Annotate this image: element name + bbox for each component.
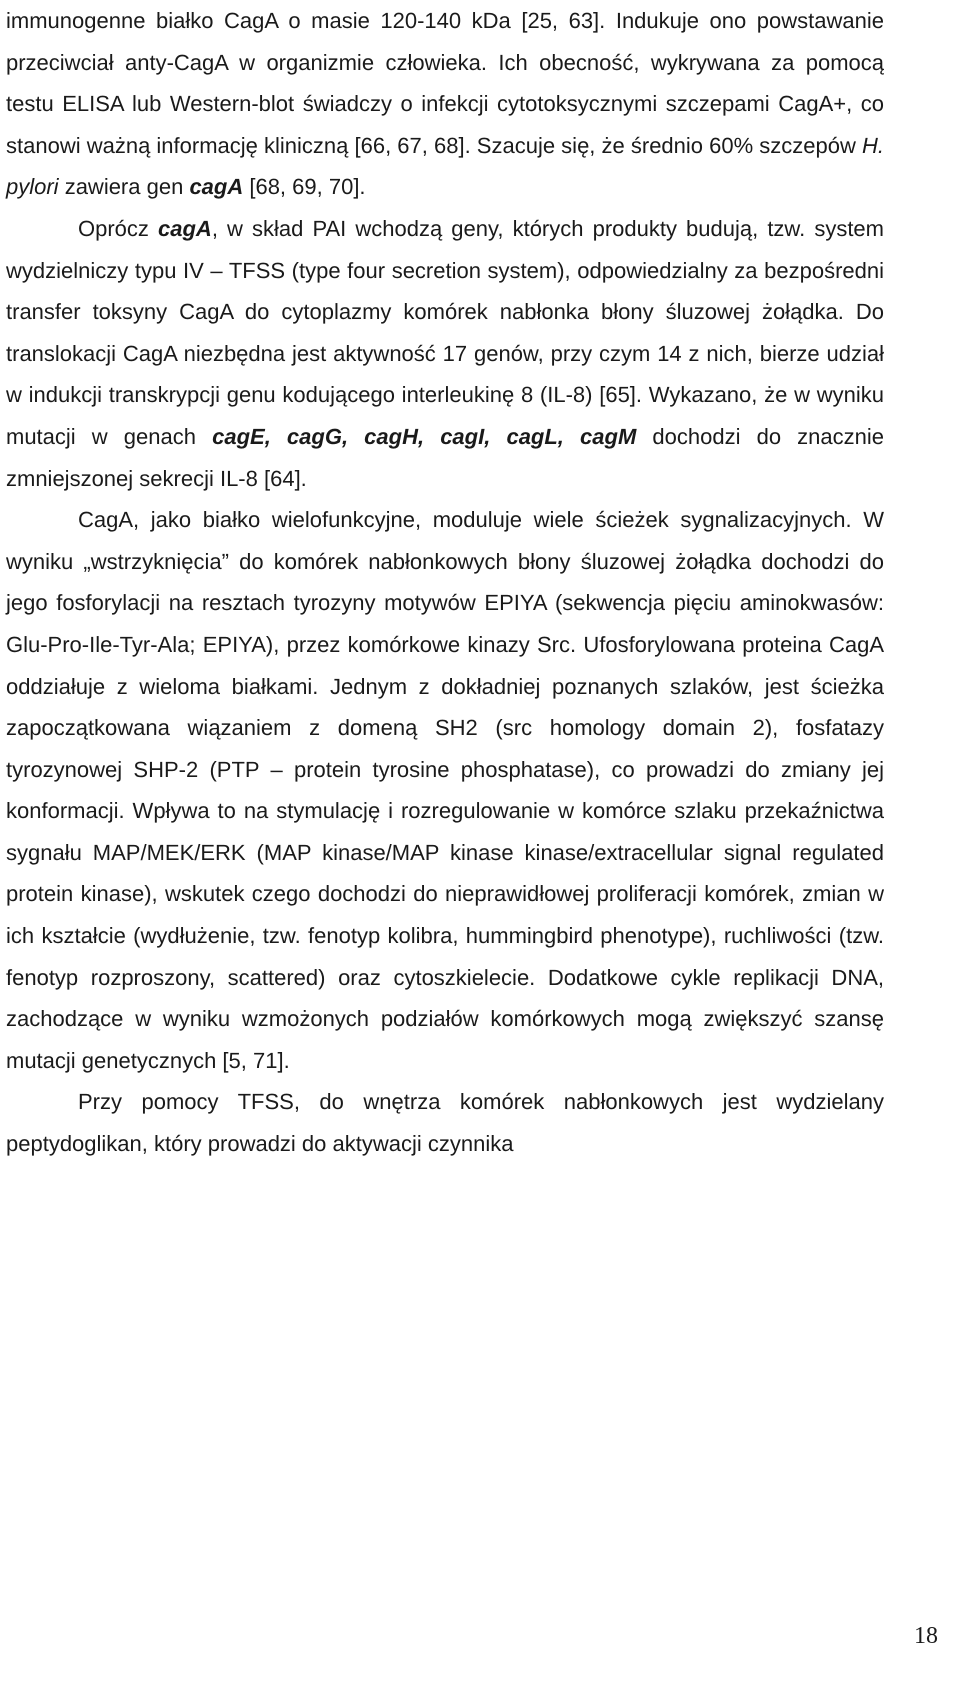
paragraph-2 [6, 208, 884, 499]
species-name: H. pylori [6, 132, 884, 200]
gene-list: cagE, cagG, cagH, cagI, cagL, cagM [212, 423, 637, 449]
gene-name: cagA [158, 215, 212, 241]
paragraph-1 [6, 0, 884, 208]
paragraph-3: CagA, jako białko wielofunkcyjne, moduluje wiele ścieżek sygnalizacyjnych. W wyniku „wstrzyknięcia” do komórek nabłonkowych błony śluzowej żołądka dochodzi do jego fosforylacji na resztach tyrozyny motywów EPIYA (sekwencja pięciu aminokwasów: Glu-Pro-Ile-Tyr-Ala; EPIYA), przez komórkowe kinazy Src. Ufosforylowana proteina CagA oddziałuje z wieloma białkami. Jednym z dokładniej poznanych szlaków, jest ścieżka zapoczątkowana wiązaniem z domeną SH2 (src homology domain 2), fosfatazy tyrozynowej SHP-2 (PTP – protein tyrosine phosphatase), co prowadzi do zmiany jej konformacji. Wpływa to na stymulację i rozregulowanie w komórce szlaku przekaźnictwa sygnału MAP/MEK/ERK (MAP kinase/MAP kinase kinase/extracellular signal regulated protein kinase), wskutek czego dochodzi do nieprawidłowej proliferacji komórek, zmian w ich kształcie (wydłużenie, tzw. fenotyp kolibra, hummingbird phenotype), ruchliwości (tzw. fenotyp rozproszony, scattered) oraz cytoszkielecie. Dodatkowe cykle replikacji DNA, zachodzące w wyniku wzmożonych podziałów komórkowych mogą zwiększyć szansę mutacji genetycznych [5, 71]. [6, 507, 884, 1073]
paragraph-2-text-3: dochodzi do znacznie zmniejszonej sekrecji IL-8 [64]. [6, 423, 884, 491]
gene-name: cagA [189, 174, 244, 200]
paragraph-4: Przy pomocy TFSS, do wnętrza komórek nabłonkowych jest wydzielany peptydoglikan, który prowadzi do aktywacji czynnika [6, 1089, 884, 1157]
paragraph-1-text-2: zawiera gen [58, 174, 190, 200]
document-body [6, 0, 884, 1165]
paragraph-1-text-3: [68, 69, 70]. [243, 174, 366, 200]
page-number: 18 [914, 1623, 938, 1649]
paragraph-2-text: Oprócz [78, 215, 159, 241]
paragraph-2-text-2: , w skład PAI wchodzą geny, których produkty budują, tzw. system wydzielniczy typu IV – TFSS (type four secretion system), odpowiedzialny za bezpośredni transfer toksyny CagA do cytoplazmy komórek nabłonka błony śluzowej żołądka. Do translokacji CagA niezbędna jest aktywność 17 genów, przy czym 14 z nich, bierze udział w indukcji transkrypcji genu kodującego interleukinę 8 (IL-8) [65]. Wykazano, że w wyniku mutacji w genach [6, 215, 884, 449]
paragraph-1-text: immunogenne białko CagA o masie 120-140 kDa [25, 63]. Indukuje ono powstawanie przeciwciał anty-CagA w organizmie człowieka. Ich obecność, wykrywana za pomocą testu ELISA lub Western-blot świadczy o infekcji cytotoksycznymi szczepami CagA+, co stanowi ważną informację kliniczną [66, 67, 68]. Szacuje się, że średnio 60% szczepów [6, 8, 884, 158]
